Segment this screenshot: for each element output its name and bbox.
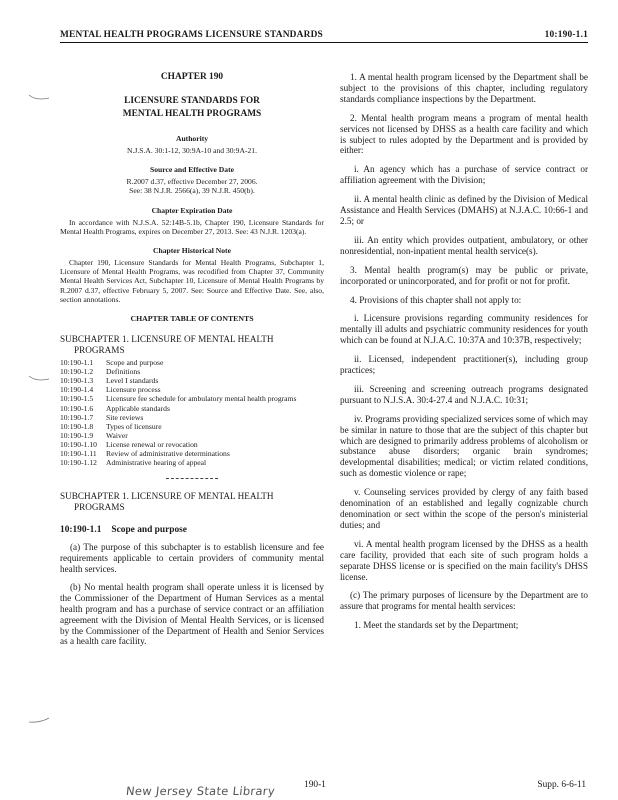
scan-mark-icon bbox=[28, 716, 50, 724]
section-divider bbox=[166, 478, 218, 479]
paragraph-4-i: i. Licensure provisions regarding community residences for mentally ill adults and psychiatric community residences for youth which can be found at N.J.A.C. 10:37A and 10:37B, respectively; bbox=[340, 313, 588, 346]
toc-text: Administrative hearing of appeal bbox=[106, 458, 207, 468]
header-code: 10:190-1.1 bbox=[544, 30, 588, 40]
toc-text: Level I standards bbox=[106, 376, 159, 386]
header-title: MENTAL HEALTH PROGRAMS LICENSURE STANDARDS bbox=[60, 30, 323, 40]
chapter-title-line: LICENSURE STANDARDS FOR bbox=[124, 96, 260, 106]
paragraph-4: 4. Provisions of this chapter shall not apply to: bbox=[350, 294, 522, 305]
toc-number: 10:190-1.7 bbox=[60, 412, 94, 422]
supplement-date: Supp. 6-6-11 bbox=[537, 780, 586, 790]
library-watermark: New Jersey State Library bbox=[125, 784, 276, 798]
section-title: Scope and purpose bbox=[111, 525, 187, 536]
scan-mark-icon bbox=[28, 93, 50, 101]
toc-item[interactable] bbox=[60, 358, 324, 367]
toc-text: Scope and purpose bbox=[106, 358, 164, 368]
table-of-contents bbox=[60, 358, 324, 467]
paragraph-4-ii: ii. Licensed, independent practitioner(s), including group practices; bbox=[340, 354, 588, 376]
historical-text: Chapter 190, Licensure Standards for Mental Health Programs, Subchapter 1, Licensure of Mental Health Programs, was recodified from Chapter 37, Community Mental Health Services Act, Subchapter 10, Licensure of Mental Health Programs by R.2007 d.37, effective February 5, 2007. See: Source and Effective Date. See, also, section annotations. bbox=[60, 258, 324, 304]
chapter-title bbox=[60, 95, 324, 120]
paragraph-2-iii: iii. An entity which provides outpatient, ambulatory, or other nonresidential, non-inpatient mental health service(s). bbox=[340, 234, 588, 256]
toc-heading: CHAPTER TABLE OF CONTENTS bbox=[130, 314, 254, 324]
paragraph-2-ii: ii. A mental health clinic as defined by the Division of Medical Assistance and Health Services (DMAHS) at N.J.A.C. 10:66-1 and 2.5; or bbox=[340, 194, 588, 226]
toc-item[interactable] bbox=[60, 440, 324, 449]
toc-number: 10:190-1.1 bbox=[60, 358, 94, 368]
toc-number: 10:190-1.5 bbox=[60, 394, 94, 404]
toc-text: Applicable standards bbox=[106, 403, 170, 413]
expiration-heading: Chapter Expiration Date bbox=[151, 205, 233, 215]
paragraph-4-v: v. Counseling services provided by clergy of any faith based denomination of an established and legally cognizable church denomination or sect within the scope of the person's ministerial duties; and bbox=[340, 487, 588, 530]
toc-text: Review of administrative determinations bbox=[106, 448, 230, 458]
paragraph-1: 1. A mental health program licensed by the Department shall be subject to the provisions of this chapter, including regulatory standards compliance inspections by the Department. bbox=[340, 72, 588, 104]
toc-item[interactable] bbox=[60, 385, 324, 394]
toc-number: 10:190-1.10 bbox=[60, 439, 97, 449]
authority-text: N.J.S.A. 30:1-12, 30:9A-10 and 30:9A-21. bbox=[127, 146, 257, 155]
source-line: R.2007 d.37, effective December 27, 2006. bbox=[126, 177, 258, 187]
toc-number: 10:190-1.9 bbox=[60, 430, 94, 440]
toc-text: Site reviews bbox=[106, 412, 144, 422]
scan-mark-icon bbox=[28, 374, 50, 382]
paragraph-a: (a) The purpose of this subchapter is to establish licensure and fee requirements applicable to certain providers of community mental health services. bbox=[60, 542, 324, 574]
chapter-title-line: MENTAL HEALTH PROGRAMS bbox=[122, 108, 262, 119]
toc-number: 10:190-1.4 bbox=[60, 385, 94, 395]
toc-number: 10:190-1.8 bbox=[60, 421, 94, 431]
toc-item[interactable] bbox=[60, 376, 324, 385]
toc-item[interactable] bbox=[60, 431, 324, 440]
toc-number: 10:190-1.6 bbox=[60, 403, 94, 413]
paragraph-4-iv: iv. Programs providing specialized services some of which may be similar in nature to those that are the subject of this chapter but which are designed to primarily address problems of alcoholism or substance abuse disorders; organic brain syndromes; developmental disabilities; medical; or victim related conditions, such as domestic violence or rape; bbox=[340, 413, 588, 479]
paragraph-b: (b) No mental health program shall operate unless it is licensed by the Commissioner of the Department of Human Services as a mental health program and has a purchase of service contract or an affiliation agreement with the Division of Mental Health Services, or is licensed by the Commissioner of the Department of Health and Senior Services as a health care facility. bbox=[60, 581, 324, 647]
toc-item[interactable] bbox=[60, 449, 324, 458]
left-column bbox=[60, 72, 324, 654]
toc-item[interactable] bbox=[60, 367, 324, 376]
page-footer bbox=[0, 778, 618, 798]
toc-text: Types of licensure bbox=[106, 421, 162, 431]
source-line: See: 38 N.J.R. 2566(a), 39 N.J.R. 450(b). bbox=[129, 186, 255, 196]
paragraph-2-i: i. An agency which has a purchase of service contract or affiliation agreement with the Division; bbox=[340, 164, 588, 186]
toc-number: 10:190-1.12 bbox=[60, 458, 97, 468]
right-column bbox=[340, 72, 588, 639]
paragraph-4-vi: vi. A mental health program licensed by the DHSS as a health care facility, provided that each site of such program holds a separate DHSS license or is specified on the main facility's DHSS license. bbox=[340, 538, 588, 582]
source-text bbox=[60, 177, 324, 195]
section-number: 10:190-1.1 bbox=[60, 525, 102, 536]
toc-text: License renewal or revocation bbox=[106, 439, 198, 449]
toc-item[interactable] bbox=[60, 394, 324, 403]
source-heading: Source and Effective Date bbox=[149, 165, 234, 175]
expiration-text: In accordance with N.J.S.A. 52:14B-5.1b, Chapter 190, Licensure Standards for Mental Health Programs, expires on December 27, 2013. See: 43 N.J.R. 1203(a). bbox=[60, 217, 324, 236]
paragraph-c-1: 1. Meet the standards set by the Department; bbox=[354, 620, 519, 631]
authority-heading: Authority bbox=[175, 134, 209, 143]
toc-item[interactable] bbox=[60, 422, 324, 431]
toc-number: 10:190-1.2 bbox=[60, 367, 94, 377]
toc-text: Definitions bbox=[106, 367, 141, 377]
running-header bbox=[60, 26, 588, 43]
page-number: 190-1 bbox=[304, 780, 326, 790]
paragraph-3: 3. Mental health program(s) may be public or private, incorporated or unincorporated, and for profit or not for profit. bbox=[340, 264, 588, 286]
toc-item[interactable] bbox=[60, 458, 324, 467]
historical-heading: Chapter Historical Note bbox=[153, 246, 231, 256]
toc-text: Waiver bbox=[106, 430, 128, 440]
paragraph-c: (c) The primary purposes of licensure by the Department are to assure that programs for mental health services: bbox=[340, 590, 588, 612]
section-heading bbox=[60, 525, 324, 535]
paragraph-4-iii: iii. Screening and screening outreach programs designated pursuant to N.J.S.A. 30:4-27.4 and N.J.A.C. 10:31; bbox=[340, 383, 588, 405]
toc-subchapter: SUBCHAPTER 1. LICENSURE OF MENTAL HEALTH PROGRAMS bbox=[60, 334, 274, 356]
toc-item[interactable] bbox=[60, 413, 324, 422]
paragraph-2: 2. Mental health program means a program of mental health services not licensed by DHSS as a health care facility and which is subject to rules adopted by the Department and is provided by either: bbox=[340, 112, 588, 156]
toc-item[interactable] bbox=[60, 404, 324, 413]
chapter-number: CHAPTER 190 bbox=[160, 72, 224, 82]
toc-text: Licensure fee schedule for ambulatory mental health programs bbox=[106, 394, 297, 404]
toc-number: 10:190-1.11 bbox=[60, 448, 97, 458]
toc-text: Licensure process bbox=[106, 385, 161, 395]
subchapter-heading: SUBCHAPTER 1. LICENSURE OF MENTAL HEALTH PROGRAMS bbox=[60, 491, 274, 513]
toc-number: 10:190-1.3 bbox=[60, 376, 94, 386]
